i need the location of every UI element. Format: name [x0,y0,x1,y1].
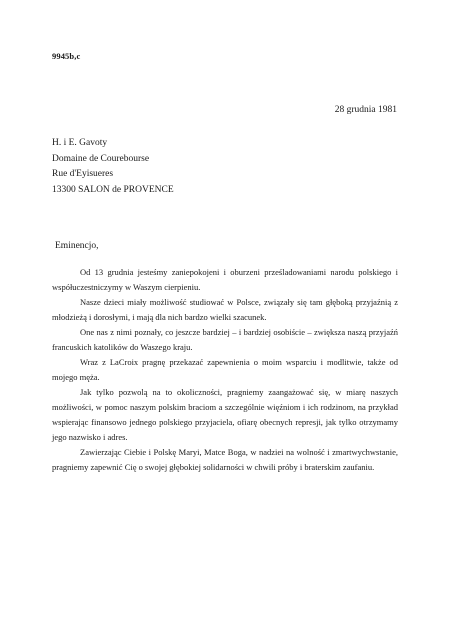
recipient-address [52,136,174,198]
letter-date: 28 grudnia 1981 [334,105,397,115]
recipient-estate: Domaine de Courebourse [52,153,150,164]
body-paragraph: Zawierzając Ciebie i Polskę Maryi, Matce Boga, w nadziei na wolność i zmartwychwstanie, pragniemy zapewnić Cię o swojej głębokiej solidarności w chwili próby i braterskim zaufaniu. [52,447,398,472]
salutation: Eminencjo, [55,241,99,251]
body-paragraph: Od 13 grudnia jesteśmy zaniepokojeni i oburzeni prześladowaniami narodu polskiego i współuczestniczymy w Waszym cierpieniu. [52,267,398,292]
recipient-name: H. i E. Gavoty [52,138,108,148]
body-paragraph: Jak tylko pozwolą na to okoliczności, pragniemy zaangażować się, w miarę naszych możliwości, w pomoc naszym polskim braciom a szczególnie więźniom i ich rodzinom, na przykład wspierając finansowo jednego polskiego przyjaciela, ofiarę obecnych represji, jak tylko otrzymamy jego nazwisko i adres. [52,387,398,442]
recipient-street: Rue d'Eyisueres [52,169,114,179]
body-paragraph: Wraz z LaCroix pragnę przekazać zapewnienia o moim wsparciu i modlitwie, także od mojego męża. [52,357,398,382]
body-paragraph: One nas z nimi poznały, co jeszcze bardziej – i bardziej osobiście – zwiększa naszą przyjaźń francuskich katolików do Waszego kraju. [52,327,398,352]
letter-body [52,265,398,475]
recipient-city: 13300 SALON de PROVENCE [52,184,174,195]
body-paragraph: Nasze dzieci miały możliwość studiować w Polsce, związały się tam głęboką przyjaźnią z młodzieżą i dorosłymi, i mają dla nich bardzo wielki szacunek. [52,297,398,322]
document-reference-number: 9945b,c [52,51,81,61]
